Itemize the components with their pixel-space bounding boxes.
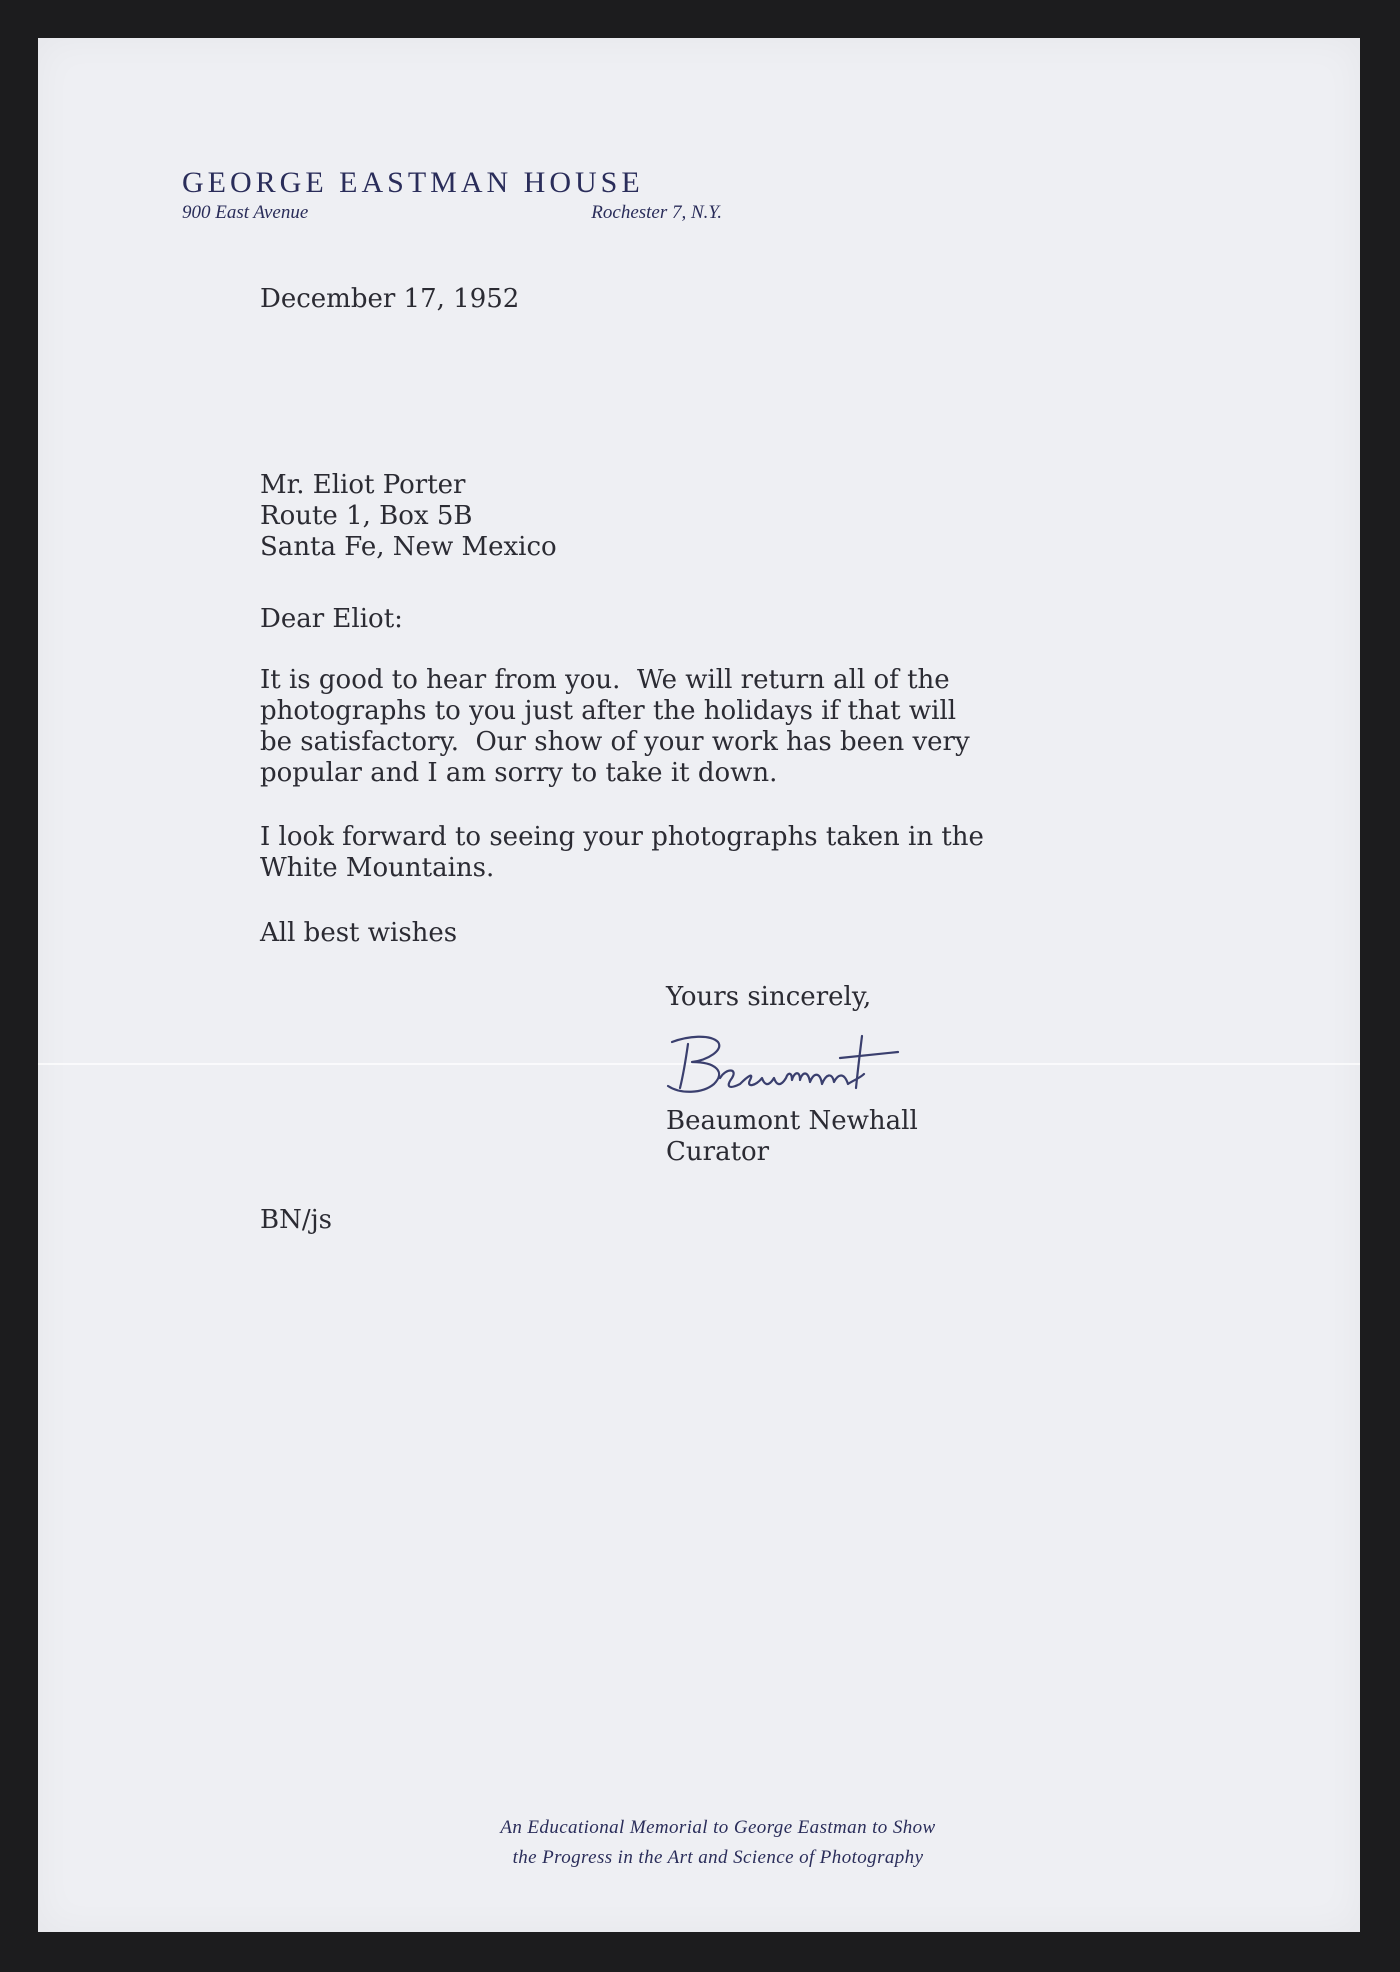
letterhead-name: GEORGE EASTMAN HOUSE — [182, 166, 644, 199]
paragraph-line: It is good to hear from you. We will return all of the — [260, 665, 950, 695]
signer-name: Beaumont Newhall — [666, 1106, 918, 1136]
letterhead-city: Rochester 7, N.Y. — [591, 202, 722, 223]
letterhead-address — [182, 200, 722, 228]
closing-wish: All best wishes — [260, 918, 458, 948]
letterhead-street: 900 East Avenue — [182, 202, 309, 223]
recipient-line: Santa Fe, New Mexico — [260, 532, 557, 562]
footer-line: An Educational Memorial to George Eastman to Show — [500, 1817, 936, 1838]
body-paragraph-1 — [260, 665, 970, 789]
footer-motto — [38, 1813, 1360, 1873]
handwritten-signature — [658, 1028, 918, 1108]
salutation: Dear Eliot: — [260, 604, 403, 634]
letter-page — [38, 38, 1360, 1932]
recipient-address — [260, 470, 557, 563]
letterhead — [182, 166, 722, 228]
body-paragraph-2 — [260, 822, 984, 884]
signer-block — [666, 1106, 918, 1168]
recipient-line: Route 1, Box 5B — [260, 501, 473, 531]
complimentary-close: Yours sincerely, — [666, 982, 872, 1012]
paragraph-line: photographs to you just after the holidays if that will — [260, 696, 957, 726]
paragraph-line: I look forward to seeing your photographs taken in the — [260, 822, 984, 852]
paragraph-line: White Mountains. — [260, 853, 495, 883]
recipient-line: Mr. Eliot Porter — [260, 470, 466, 500]
paragraph-line: popular and I am sorry to take it down. — [260, 758, 778, 788]
signer-title: Curator — [666, 1137, 770, 1167]
footer-line: the Progress in the Art and Science of Photography — [512, 1847, 924, 1868]
reference-initials: BN/js — [260, 1205, 333, 1235]
paragraph-line: be satisfactory. Our show of your work has been very — [260, 727, 970, 757]
letter-date: December 17, 1952 — [260, 284, 520, 314]
